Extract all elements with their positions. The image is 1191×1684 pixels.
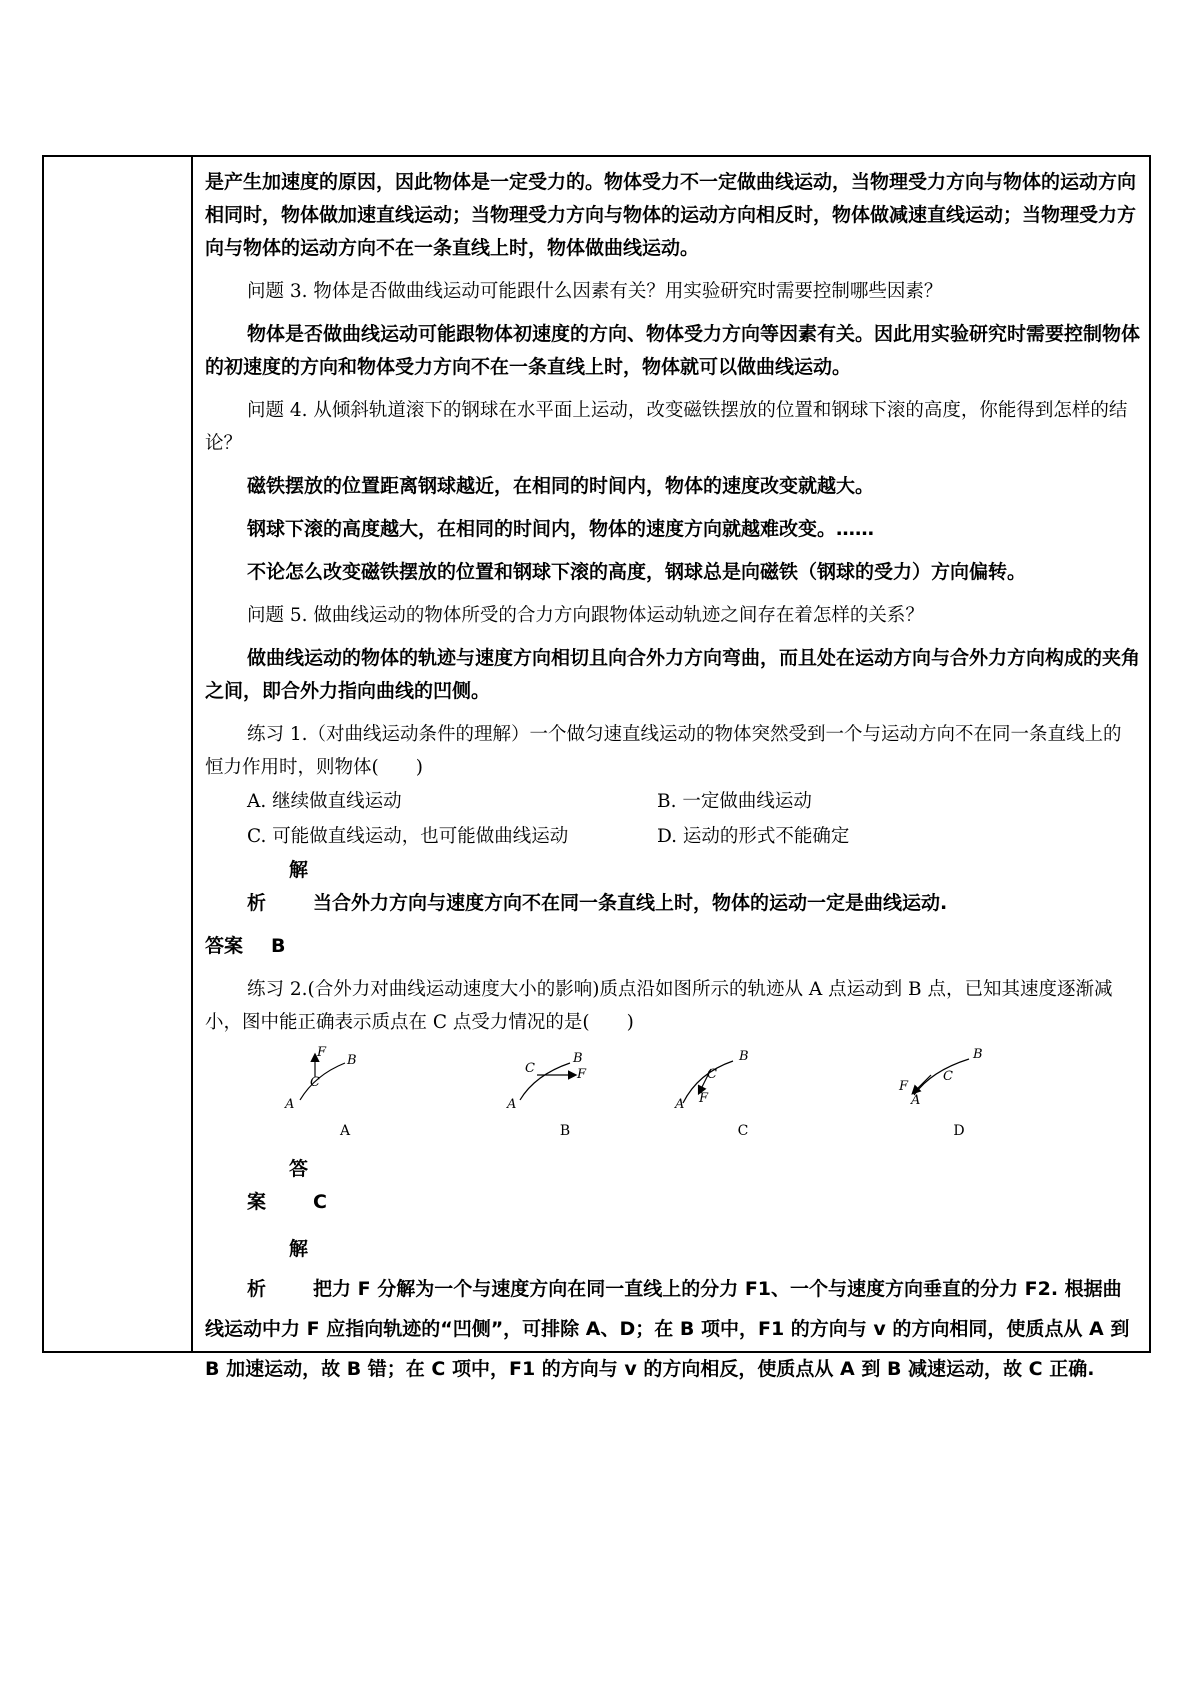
question-4: 问题 4. 从倾斜轨道滚下的钢球在水平面上运动，改变磁铁摆放的位置和钢球下滚的高度，你能得到怎样的结论？ (205, 400, 1128, 454)
analysis-label: 解析 (247, 859, 309, 914)
answer-5: 做曲线运动的物体的轨迹与速度方向相切且向合外力方向弯曲，而且处在运动方向与合外力方向构成的夹角之间，即合外力指向曲线的凹侧。 (205, 647, 1141, 702)
figure-d-letter-a: A (911, 1093, 921, 1108)
option-b: B. 一定做曲线运动 (657, 791, 812, 812)
answer-label: 答案 (205, 935, 244, 957)
figure-d-letter-f: F (899, 1079, 909, 1094)
figure-b (495, 1045, 635, 1139)
figure-c (673, 1045, 813, 1139)
figure-a-letter-a: A (285, 1097, 295, 1112)
analysis-label: 解析 (247, 1238, 309, 1300)
exercise-1-answer (205, 930, 1140, 963)
exercise-1-options (205, 784, 1140, 854)
force-diagram-row (205, 1045, 1140, 1143)
figure-b-letter-f: F (577, 1067, 587, 1082)
figure-c-letter-a: A (675, 1097, 685, 1112)
answer-value: B (271, 935, 286, 957)
option-c: C. 可能做直线运动，也可能做曲线运动 (247, 826, 569, 847)
option-d: D. 运动的形式不能确定 (657, 826, 850, 847)
figure-b-letter-c: C (525, 1061, 535, 1076)
figure-d-letter-b: B (973, 1047, 983, 1062)
analysis-text: 当合外力方向与速度方向不在同一条直线上时，物体的运动一定是曲线运动. (313, 892, 948, 914)
exercise-1-analysis (205, 854, 1140, 920)
figure-b-letter-b: B (573, 1051, 583, 1066)
question-5: 问题 5. 做曲线运动的物体所受的合力方向跟物体运动轨迹之间存在着怎样的关系？ (247, 605, 924, 626)
exercise-2: 练习 2.(合外力对曲线运动速度大小的影响)质点沿如图所示的轨迹从 A 点运动到 B 点，已知其速度逐渐减小，图中能正确表示质点在 C 点受力情况的是( ) (205, 979, 1113, 1033)
answer-4-line-1: 磁铁摆放的位置距离钢球越近，在相同的时间内，物体的速度改变就越大。 (247, 475, 875, 497)
figure-a-letter-c: C (310, 1075, 320, 1090)
analysis-text: 把力 F 分解为一个与速度方向在同一直线上的分力 F1、一个与速度方向垂直的分力 F2. 根据曲线运动中力 F 应指向轨迹的“凹侧”，可排除 A、D；在 B 项中，F1 的方向与 v 的方向相同，使质点从 A 到 B 加速运动，故 B 错；在 C 项中，F1 的方向与 v 的方向相反，使质点从 A 到 B 减速运动，故 C 正确. (205, 1278, 1130, 1380)
answer-value: C (313, 1191, 327, 1213)
answer-3: 物体是否做曲线运动可能跟物体初速度的方向、物体受力方向等因素有关。因此用实验研究时需要控制物体的初速度的方向和物体受力方向不在一条直线上时，物体就可以做曲线运动。 (205, 323, 1141, 378)
figure-c-label: C (737, 1123, 749, 1139)
paragraph-force-conclusion: 是产生加速度的原因，因此物体是一定受力的。物体受力不一定做曲线运动，当物理受力方向与物体的运动方向相同时，物体做加速直线运动；当物理受力方向与物体的运动方向相反时，物体做减速直线运动；当物理受力方向与物体的运动方向不在一条直线上时，物体做曲线运动。 (205, 171, 1137, 259)
figure-a (275, 1045, 415, 1139)
figure-c-letter-b: B (739, 1049, 749, 1064)
figure-a-letter-f: F (317, 1045, 327, 1060)
figure-a-label: A (339, 1123, 351, 1139)
figure-a-letter-b: B (347, 1053, 357, 1068)
figure-d-label: D (953, 1123, 965, 1139)
question-3: 问题 3. 物体是否做曲线运动可能跟什么因素有关？用实验研究时需要控制哪些因素？ (247, 281, 943, 302)
figure-d (889, 1045, 1029, 1139)
exercise-1: 练习 1.（对曲线运动条件的理解）一个做匀速直线运动的物体突然受到一个与运动方向不在同一条直线上的恒力作用时，则物体( ) (205, 724, 1122, 778)
exercise-2-analysis (205, 1229, 1140, 1389)
option-a: A. 继续做直线运动 (247, 791, 402, 812)
answer-label: 答案 (247, 1158, 309, 1213)
content-cell (205, 166, 1140, 1389)
column-divider (191, 155, 193, 1353)
figure-b-letter-a: A (507, 1097, 517, 1112)
exercise-2-answer (205, 1153, 1140, 1219)
figure-c-letter-c: C (707, 1067, 717, 1082)
figure-b-label: B (559, 1123, 571, 1139)
figure-c-letter-f: F (699, 1091, 709, 1106)
answer-4-line-3: 不论怎么改变磁铁摆放的位置和钢球下滚的高度，钢球总是向磁铁（钢球的受力）方向偏转。 (247, 561, 1027, 583)
answer-4-line-2: 钢球下滚的高度越大，在相同的时间内，物体的速度方向就越难改变。…… (247, 518, 875, 540)
figure-d-letter-c: C (943, 1069, 953, 1084)
